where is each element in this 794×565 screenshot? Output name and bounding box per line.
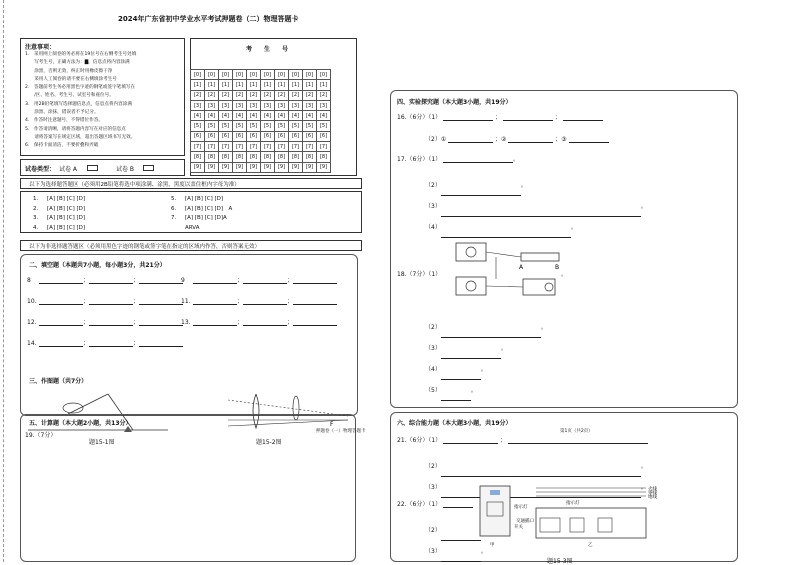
answer-blank[interactable] — [441, 372, 481, 380]
sub-question-label: （2） — [425, 463, 441, 470]
digit-bubble[interactable]: [5] — [275, 121, 289, 131]
question-number: 11. — [181, 298, 191, 305]
section2-title: 二、填空题（本题共7小题，每小题3分，共21分） — [29, 262, 166, 269]
digit-bubble[interactable]: [2] — [205, 90, 219, 100]
choice-item[interactable] — [171, 195, 232, 205]
digit-bubble[interactable]: [5] — [219, 121, 233, 131]
choice-number: 5. — [171, 196, 177, 202]
choice-number: 2. — [33, 205, 39, 212]
answer-blank[interactable] — [39, 339, 83, 347]
digit-bubble[interactable]: [6] — [289, 131, 303, 141]
exam-number-label: 考 生 号 — [246, 46, 289, 53]
notice-item: 1. 采用网上阅卷的务必将在19位号在右侧考生号处填 — [25, 52, 137, 57]
digit-bubble[interactable]: [8] — [205, 152, 219, 162]
digit-bubble[interactable]: [2] — [303, 90, 317, 100]
choice-number: 1. — [33, 196, 39, 202]
choice-options[interactable]: [A] [B] [C] [D] — [47, 196, 86, 202]
label-neutral: 零线 — [648, 491, 657, 496]
question-number: 13. — [181, 319, 191, 326]
sub-question-label: （2） — [425, 324, 441, 331]
digit-bubble[interactable]: [1] — [219, 80, 233, 90]
answer-blank[interactable] — [39, 297, 83, 305]
footer-right: 第1页（共2页） — [560, 429, 593, 434]
sub-question: （3） 。 — [425, 338, 547, 359]
paper-type-label: 试卷类型： — [25, 166, 56, 173]
sub-question: （2） 。 — [425, 175, 647, 196]
answer-blank[interactable] — [139, 297, 183, 305]
sub-question-label: （3） — [425, 548, 441, 555]
digit-bubble[interactable]: [7] — [205, 142, 219, 152]
question-number: 9 — [181, 277, 185, 284]
digit-bubble[interactable]: [9] — [317, 162, 331, 172]
digit-bubble[interactable]: [5] — [261, 121, 275, 131]
answer-blank[interactable] — [89, 276, 133, 284]
exam-number-grid — [190, 69, 331, 173]
answer-blank[interactable] — [39, 276, 83, 284]
section-experiment — [390, 90, 738, 408]
digit-bubble[interactable]: [3] — [247, 100, 261, 110]
digit-bubble[interactable]: [6] — [191, 131, 205, 141]
digit-bubble[interactable]: [0] — [275, 70, 289, 80]
digit-bubble[interactable]: [4] — [303, 111, 317, 121]
digit-bubble[interactable]: [8] — [233, 152, 247, 162]
digit-bubble[interactable]: [7] — [275, 142, 289, 152]
sub-question-label: （3） — [425, 484, 441, 491]
sub-question: （2） 。 — [425, 456, 647, 477]
q16-blank-2[interactable] — [503, 113, 553, 121]
digit-bubble[interactable]: [5] — [233, 121, 247, 131]
digit-bubble[interactable]: [3] — [289, 100, 303, 110]
choice-header: 以下为选择题答题区（必须用2B铅笔将选中项涂满、涂黑，黑度以盖住框内字母为准） — [29, 182, 240, 188]
digit-bubble[interactable]: [0] — [303, 70, 317, 80]
digit-bubble[interactable]: [7] — [233, 142, 247, 152]
sub-question-label: （3） — [425, 345, 441, 352]
choice-number: 7. — [171, 215, 177, 221]
digit-bubble[interactable]: [5] — [317, 121, 331, 131]
q16-2-blank-3[interactable] — [569, 135, 609, 143]
notice-item: 采用人工阅卷的请不要在右侧填涂考生号 — [25, 76, 117, 82]
q16-label: 16.（6分）（1） — [397, 114, 442, 121]
notice-item: 6. 保持卡面清洁，不要折叠和弄破 — [25, 143, 99, 149]
section6-title: 六、综合能力题（本大题3小题，共19分） — [397, 420, 512, 427]
digit-bubble[interactable]: [4] — [317, 111, 331, 121]
q18-label-a: A — [519, 264, 524, 271]
notice-item: 请将答案写在规定区域，超出答题区域书写无效。 — [25, 134, 136, 140]
choice-item[interactable] — [171, 205, 232, 215]
nonchoice-header-box — [20, 240, 362, 251]
digit-bubble[interactable]: [8] — [191, 152, 205, 162]
sub-question: （4） 。 — [425, 359, 547, 380]
sub-question: （2） 。 — [425, 317, 547, 338]
page-title: 2024年广东省初中学业水平考试押题卷（二）物理答题卡 — [118, 15, 299, 23]
question-number: 14. — [27, 340, 37, 347]
choice-area — [20, 191, 362, 233]
digit-bubble[interactable]: [4] — [233, 111, 247, 121]
digit-bubble[interactable]: [9] — [191, 162, 205, 172]
q16-2-sep-c: ；③ — [555, 136, 567, 143]
notice-item: 2. 答题前考生务必用黑色字迹的钢笔或签字笔填写在 — [25, 85, 136, 91]
footer-left: 押题卷（一）物理答题卡 — [316, 429, 366, 434]
notice-list — [25, 51, 136, 151]
digit-bubble[interactable]: [1] — [205, 80, 219, 90]
answer-blank[interactable] — [193, 318, 237, 326]
digit-bubble[interactable]: [1] — [289, 80, 303, 90]
digit-bubble[interactable]: [3] — [261, 100, 275, 110]
digit-bubble[interactable]: [7] — [247, 142, 261, 152]
q17-blank-1[interactable] — [443, 155, 513, 163]
sub-question-label: （5） — [425, 387, 441, 394]
digit-bubble[interactable]: [0] — [317, 70, 331, 80]
choice-number: 6. — [171, 205, 177, 212]
digit-bubble[interactable]: [8] — [303, 152, 317, 162]
q18-row — [397, 269, 441, 278]
digit-bubble[interactable]: [4] — [191, 111, 205, 121]
question-number: 8 — [27, 277, 31, 284]
choice-left-col — [33, 195, 85, 233]
q21-blank-1[interactable] — [443, 436, 498, 444]
digit-bubble[interactable]: [5] — [289, 121, 303, 131]
digit-bubble[interactable]: [8] — [275, 152, 289, 162]
label-live: 火线 — [648, 487, 657, 492]
answer-blank[interactable] — [293, 318, 337, 326]
digit-bubble[interactable]: [8] — [289, 152, 303, 162]
digit-bubble[interactable]: [1] — [317, 80, 331, 90]
digit-bubble[interactable]: [5] — [247, 121, 261, 131]
digit-bubble[interactable]: [3] — [275, 100, 289, 110]
answer-blank[interactable] — [139, 318, 183, 326]
choice-number: 3. — [33, 215, 39, 221]
notice-heading: 注意事项： — [25, 44, 56, 51]
section4-title: 四、实验探究题（本大题3小题，共19分） — [397, 99, 512, 106]
digit-bubble[interactable]: [1] — [191, 80, 205, 90]
q22-label: 22.（6分）（1） — [397, 501, 442, 508]
sub-question-label: （4） — [425, 366, 441, 373]
notice-item: 5. 作答请清晰，请将答题内容写在对应的信息点 — [25, 126, 126, 132]
digit-bubble[interactable]: [9] — [275, 162, 289, 172]
q16-blank-3[interactable] — [563, 113, 603, 121]
answer-blank[interactable] — [193, 297, 237, 305]
choice-item[interactable] — [33, 205, 85, 215]
sub-question: （3） 。 — [425, 196, 647, 217]
digit-bubble[interactable]: [4] — [247, 111, 261, 121]
digit-bubble[interactable]: [5] — [191, 121, 205, 131]
notice-item: 涂黑，否则无效，纠正时用橡皮擦干净 — [25, 68, 113, 74]
choice-right-col — [171, 195, 232, 233]
label-earth: 地线 — [648, 495, 657, 500]
digit-bubble[interactable]: [7] — [219, 142, 233, 152]
label-ac-port: 交通插口 — [516, 519, 534, 524]
sub-question-label: （2） — [425, 527, 441, 534]
answer-blank[interactable] — [441, 533, 481, 541]
choice-options[interactable]: [A] [B] [C] [D]A — [185, 215, 227, 221]
digit-bubble[interactable]: [6] — [261, 131, 275, 141]
circuit-figure — [451, 239, 561, 304]
digit-bubble[interactable]: [8] — [261, 152, 275, 162]
answer-blank[interactable] — [441, 209, 641, 217]
digit-bubble[interactable]: [7] — [303, 142, 317, 152]
digit-bubble[interactable]: [0] — [261, 70, 275, 80]
q16-2-label: （2）① — [425, 136, 447, 143]
answer-blank[interactable] — [39, 318, 83, 326]
q19-label: 19.（7分） — [25, 432, 57, 439]
fill-blank-row: 12. ； ； 13. ； ； — [27, 317, 357, 338]
choice-options[interactable]: ARVA — [185, 224, 200, 231]
digit-bubble[interactable]: [9] — [219, 162, 233, 172]
nonchoice-header: 以下为非选择题答题区（必须用黑色字迹的钢笔或签字笔在指定的区域内作答，否则答案无效） — [29, 244, 261, 250]
answer-blank[interactable] — [441, 351, 501, 359]
digit-bubble[interactable]: [9] — [289, 162, 303, 172]
digit-bubble[interactable]: [1] — [233, 80, 247, 90]
digit-bubble[interactable]: [6] — [247, 131, 261, 141]
digit-bubble[interactable]: [3] — [191, 100, 205, 110]
digit-bubble[interactable]: [7] — [317, 142, 331, 152]
digit-bubble[interactable]: [6] — [317, 131, 331, 141]
sub-question-label: （4） — [425, 224, 441, 231]
digit-bubble[interactable]: [9] — [205, 162, 219, 172]
digit-bubble[interactable]: [7] — [191, 142, 205, 152]
answer-blank[interactable] — [139, 276, 183, 284]
q18-label-b: B — [555, 264, 560, 271]
digit-bubble[interactable]: [2] — [233, 90, 247, 100]
digit-bubble[interactable]: [2] — [247, 90, 261, 100]
section3-title: 三、作图题（共7分） — [29, 378, 88, 385]
q17-subs — [425, 175, 647, 238]
digit-bubble[interactable]: [9] — [261, 162, 275, 172]
digit-bubble[interactable]: [6] — [233, 131, 247, 141]
answer-blank[interactable] — [441, 554, 481, 562]
digit-bubble[interactable]: [1] — [247, 80, 261, 90]
digit-bubble[interactable]: [9] — [303, 162, 317, 172]
fill-blank-row: 10. ； ； 11. ； ； — [27, 296, 357, 317]
sub-question-label: （2） — [425, 182, 441, 189]
digit-bubble[interactable]: [4] — [219, 111, 233, 121]
choice-options[interactable]: [A] [B] [C] [D] — [47, 205, 86, 212]
digit-bubble[interactable]: [9] — [247, 162, 261, 172]
notice-box — [20, 38, 185, 156]
q21-blank-2[interactable] — [508, 436, 648, 444]
sub-question: （5） 。 — [425, 380, 547, 401]
digit-bubble[interactable]: [3] — [219, 100, 233, 110]
q22-row — [397, 499, 473, 508]
choice-number: 4. — [33, 224, 39, 231]
q16-2-blank-2[interactable] — [508, 135, 553, 143]
answer-blank[interactable] — [441, 393, 471, 401]
q18-period: 。 — [561, 271, 568, 278]
section2-rows — [27, 275, 357, 359]
q16-2-blank-1[interactable] — [448, 135, 493, 143]
q16-blank-1[interactable] — [443, 113, 493, 121]
notice-item: 4. 作答时注意题号，不得错位作答。 — [25, 118, 103, 124]
digit-bubble[interactable]: [2] — [317, 90, 331, 100]
answer-blank[interactable] — [193, 276, 237, 284]
label-indicator-2: 指示灯 — [566, 501, 580, 506]
question-number: 12. — [27, 319, 37, 326]
paper-type-box — [20, 159, 185, 176]
label-switch-1: 开关 — [514, 525, 523, 530]
answer-blank[interactable] — [441, 230, 571, 238]
notice-item: /区、姓名、考生号、试室号和座位号。 — [25, 93, 114, 99]
digit-bubble[interactable]: [6] — [219, 131, 233, 141]
digit-bubble[interactable]: [5] — [303, 121, 317, 131]
section-calculation — [20, 414, 356, 562]
digit-bubble[interactable]: [6] — [275, 131, 289, 141]
choice-item[interactable] — [171, 214, 232, 224]
digit-bubble[interactable]: [2] — [289, 90, 303, 100]
label-indicator-1: 指示灯 — [514, 505, 528, 510]
label-jia: 甲 — [490, 543, 495, 548]
q16-2-sep-b: ；② — [495, 136, 507, 143]
fill-blank-row: 8 ； ； 9 ； ； — [27, 275, 357, 296]
binding-margin-line — [3, 0, 4, 562]
section5-title: 五、计算题（本大题2小题，共13分） — [29, 420, 132, 427]
paper-type-b[interactable]: 试卷 B — [116, 166, 135, 173]
answer-blank[interactable] — [293, 276, 337, 284]
notice-item: 3. 用2B铅笔填写选择题信息点，信息点将内容涂满 — [25, 101, 132, 107]
answer-blank[interactable] — [441, 330, 541, 338]
q18-subs — [425, 317, 547, 401]
paper-type-a[interactable]: 试卷 A — [59, 166, 78, 173]
digit-bubble[interactable]: [8] — [317, 152, 331, 162]
digit-bubble[interactable]: [6] — [205, 131, 219, 141]
answer-blank[interactable] — [293, 297, 337, 305]
digit-bubble[interactable]: [8] — [219, 152, 233, 162]
fill-blank-row: 14. ； ； — [27, 338, 357, 359]
q21-label: 21.（6分）（1） — [397, 437, 442, 444]
digit-bubble[interactable]: [7] — [289, 142, 303, 152]
appliance-figure — [478, 478, 678, 548]
digit-bubble[interactable]: [0] — [205, 70, 219, 80]
digit-bubble[interactable]: [2] — [261, 90, 275, 100]
answer-blank[interactable] — [89, 339, 133, 347]
digit-bubble[interactable]: [1] — [261, 80, 275, 90]
q16-row: 16.（6分）（1） ； ； — [397, 112, 603, 121]
digit-bubble[interactable]: [0] — [191, 70, 205, 80]
digit-bubble[interactable]: [1] — [275, 80, 289, 90]
sub-question: （4） 。 — [425, 217, 647, 238]
notice-item: 涂黑、涂抹，错误者不予记分。 — [25, 110, 99, 116]
digit-bubble[interactable]: [3] — [205, 100, 219, 110]
digit-bubble[interactable]: [7] — [261, 142, 275, 152]
digit-bubble[interactable]: [0] — [233, 70, 247, 80]
digit-bubble[interactable]: [2] — [219, 90, 233, 100]
question-number: 10. — [27, 298, 37, 305]
q22-blank-1[interactable] — [443, 500, 473, 508]
q17-row: 17.（6分）（1） 。 — [397, 156, 520, 163]
q16-2-row — [425, 134, 609, 143]
digit-bubble[interactable]: [3] — [303, 100, 317, 110]
digit-bubble[interactable]: [0] — [219, 70, 233, 80]
answer-blank[interactable] — [243, 318, 287, 326]
digit-bubble[interactable]: [5] — [205, 121, 219, 131]
digit-bubble[interactable]: [0] — [247, 70, 261, 80]
answer-blank[interactable] — [243, 276, 287, 284]
digit-bubble[interactable]: [2] — [275, 90, 289, 100]
fig15-1-caption: 题15-1图 — [89, 439, 115, 446]
choice-options[interactable]: [A] [B] [C] [D] — [47, 215, 86, 221]
choice-options[interactable]: [A] [B] [C] [D] A — [185, 205, 233, 212]
notice-item: 写考生号，正确方法为：▇，信息点将内容涂满 — [25, 60, 130, 66]
sub-question: （3） 。 — [425, 541, 487, 562]
focus-label: F — [330, 421, 334, 428]
choice-item[interactable] — [33, 195, 85, 205]
answer-blank[interactable] — [243, 297, 287, 305]
sub-question-label: （3） — [425, 203, 441, 210]
digit-bubble[interactable]: [6] — [303, 131, 317, 141]
choice-options[interactable]: [A] [B] [C] [D] — [185, 196, 224, 202]
label-yi: 乙 — [588, 543, 593, 548]
digit-bubble[interactable]: [4] — [289, 111, 303, 121]
digit-bubble[interactable]: [4] — [261, 111, 275, 121]
choice-item[interactable] — [171, 224, 232, 234]
digit-bubble[interactable]: [9] — [233, 162, 247, 172]
sub-question: （3） 。 — [425, 477, 647, 498]
answer-blank[interactable] — [139, 339, 183, 347]
choice-options[interactable]: [A] [B] [C] [D] — [47, 224, 86, 231]
digit-bubble[interactable]: [4] — [205, 111, 219, 121]
q21-row: 21.（6分）（1） ； — [397, 435, 648, 444]
choice-header-box — [20, 178, 362, 189]
choice-item[interactable] — [33, 224, 85, 234]
q17-label: 17.（6分）（1） — [397, 156, 442, 163]
digit-bubble[interactable]: [0] — [289, 70, 303, 80]
answer-blank[interactable] — [89, 297, 133, 305]
answer-blank[interactable] — [89, 318, 133, 326]
choice-item[interactable] — [33, 214, 85, 224]
answer-blank[interactable] — [441, 188, 521, 196]
q18-label: 18.（7分）（1） — [397, 271, 442, 278]
answer-blank[interactable] — [441, 469, 641, 477]
fig15-2-caption: 题15-2图 — [256, 439, 282, 446]
fig15-3-caption: 题15-3图 — [547, 558, 573, 565]
paper-a-checkbox[interactable] — [87, 165, 98, 171]
digit-bubble[interactable]: [8] — [247, 152, 261, 162]
digit-bubble[interactable]: [4] — [275, 111, 289, 121]
paper-b-checkbox[interactable] — [143, 165, 154, 171]
digit-bubble[interactable]: [1] — [303, 80, 317, 90]
digit-bubble[interactable]: [3] — [317, 100, 331, 110]
digit-bubble[interactable]: [3] — [233, 100, 247, 110]
digit-bubble[interactable]: [2] — [191, 90, 205, 100]
